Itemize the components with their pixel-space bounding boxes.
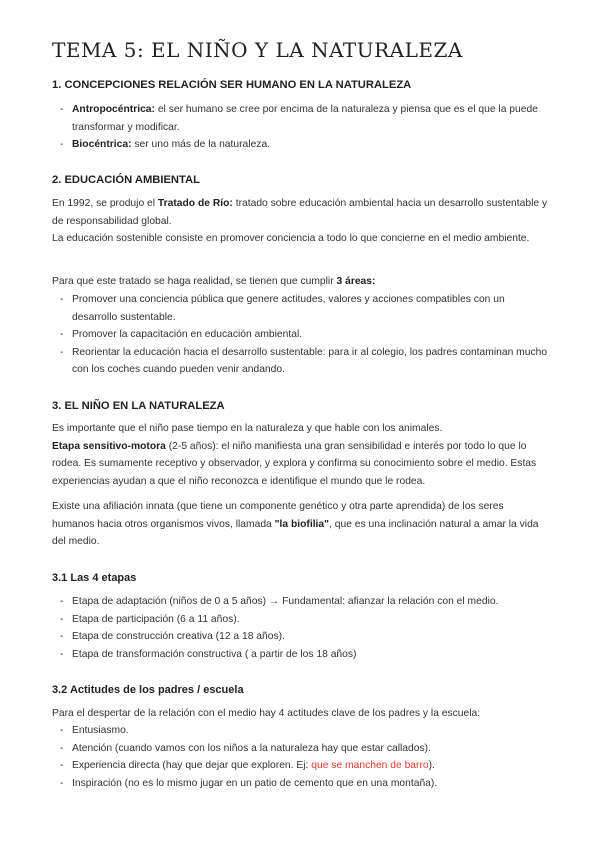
tratado-de-rio: Tratado de Río:: [157, 198, 233, 209]
section-2-paragraph-2: [52, 273, 548, 291]
term-definition: ser uno más de la naturaleza.: [131, 139, 271, 151]
text-run: , que es una inclinación natural a amar la vida del medio.: [52, 518, 539, 548]
section-3-paragraph-1: [52, 420, 548, 490]
list-item: - Etapa de construcción creativa (12 a 18 años).: [52, 628, 548, 646]
text-run: Para que este tratado se haga realidad, se tienen que cumplir: [52, 276, 337, 287]
text-run: tratado sobre educación ambiental hacia un desarrollo sustentable y de responsabilidad global.: [52, 198, 548, 227]
section-2-paragraph-1: [52, 195, 548, 248]
page-title: TEMA 5: EL NIÑO Y LA NATURALEZA: [52, 38, 463, 62]
highlighted-example: que se manchen de barro: [311, 760, 429, 772]
section-1-heading: 1. CONCEPCIONES RELACIÓN SER HUMANO EN LA NATURALEZA: [52, 79, 412, 91]
text-run: ).: [428, 760, 435, 772]
section-2-list: [52, 291, 548, 379]
term-definition: el ser humano se cree por encima de la naturaleza y piensa que es el que la puede transformar y modificar.: [72, 104, 538, 133]
term-biocentrica: Biocéntrica:: [72, 139, 132, 151]
list-item: - Etapa de adaptación (niños de 0 a 5 años) → Fundamental: afianzar la relación con el medio.: [52, 593, 548, 611]
list-item: - Atención (cuando vamos con los niños a la naturaleza hay que estar callados).: [52, 740, 548, 758]
list-item: - Promover la capacitación en educación ambiental.: [52, 326, 548, 344]
section-3-2-list: [52, 722, 548, 792]
biofilia: "la biofilia": [274, 518, 330, 530]
text-run: Es importante que el niño pase tiempo en la naturaleza y que hable con los animales.: [52, 423, 443, 434]
text-run: (2-5 años): el niño manifiesta una gran sensibilidad e interés por todo lo que lo rodea. Es sumamente receptivo y observador, y explora y confirma su conocimiento sobre el medio. Estas experiencias ayudan a que el niño reconozca e identifique el mundo que le rodea.: [52, 440, 537, 487]
section-1-list: [52, 101, 548, 154]
section-3-paragraph-2: [52, 498, 548, 551]
list-item: [52, 101, 548, 136]
section-3-2-heading: 3.2 Actitudes de los padres / escuela: [52, 684, 244, 696]
term-antropocentrica: Antropocéntrica:: [72, 104, 155, 115]
text-run: En 1992, se produjo el: [52, 198, 158, 209]
text-run: La educación sostenible consiste en promover conciencia a todo lo que concierne en el medio ambiente.: [52, 233, 530, 245]
text-run: Existe una afiliación innata (que tiene un componente genético y otra parte aprendida) de los seres humanos hacia otros organismos vivos, llamada: [52, 501, 504, 530]
list-item: - Inspiración (no es lo mismo jugar en un patio de cemento que en una montaña).: [52, 775, 548, 793]
section-2-heading: 2. EDUCACIÓN AMBIENTAL: [52, 174, 200, 186]
section-3-2-intro: Para el despertar de la relación con el medio hay 4 actitudes clave de los padres y la escuela:: [52, 708, 481, 719]
list-item: - Etapa de participación (6 a 11 años).: [52, 611, 548, 629]
etapa-sensitivo-motora: Etapa sensitivo-motora: [52, 440, 166, 452]
list-item: - Etapa de transformación constructiva ( a partir de los 18 años): [52, 646, 548, 664]
section-3-heading: 3. EL NIÑO EN LA NATURALEZA: [52, 400, 225, 412]
list-item: [52, 136, 548, 154]
section-3-1-heading: 3.1 Las 4 etapas: [52, 572, 137, 584]
list-item: - Promover una conciencia pública que genere actitudes, valores y acciones compatibles con un desarrollo sustentable.: [52, 291, 548, 326]
section-3-1-list: [52, 593, 548, 663]
tres-areas: 3 áreas:: [336, 276, 376, 287]
text-run: Experiencia directa (hay que dejar que exploren. Ej:: [72, 760, 312, 772]
list-item: - Reorientar la educación hacia el desarrollo sustentable: para ir al colegio, los padres contaminan mucho con los coches cuando pueden venir andando.: [52, 344, 548, 379]
list-item: - Entusiasmo.: [52, 722, 548, 740]
list-item: [52, 757, 548, 775]
